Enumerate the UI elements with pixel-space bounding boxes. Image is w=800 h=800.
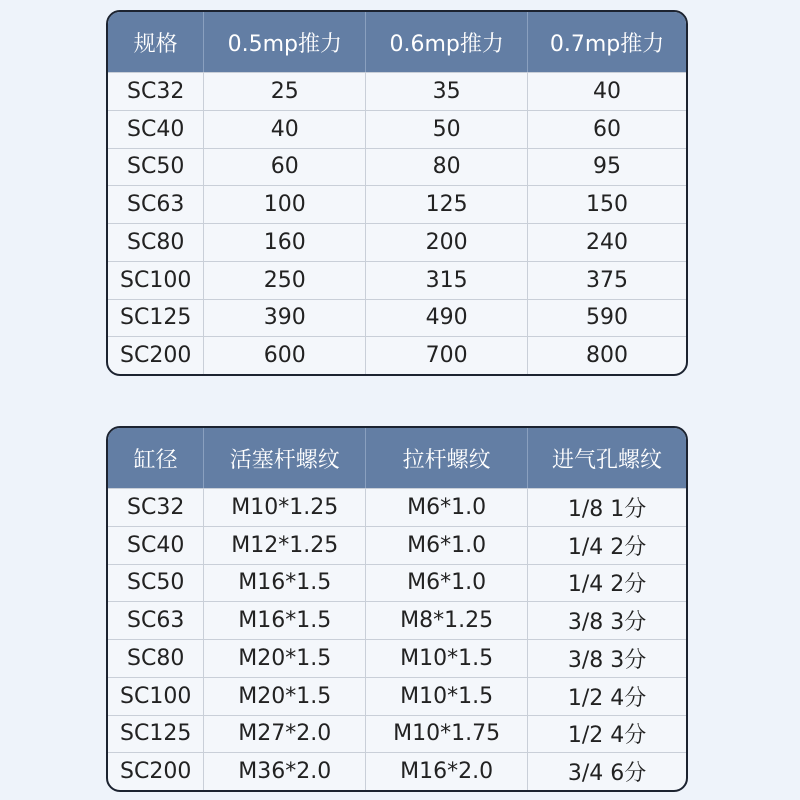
table-row — [108, 185, 686, 223]
table-cell: 1/2 4分 — [527, 678, 686, 715]
table-cell: M16*1.5 — [203, 602, 365, 639]
header-cell-thrust-0-5: 0.5mp推力 — [203, 12, 365, 72]
header-cell-bore: 缸径 — [133, 447, 178, 473]
table-row — [108, 110, 686, 148]
table-cell: SC32 — [127, 78, 185, 104]
table-cell: 1/4 2分 — [527, 565, 686, 602]
table-cell: SC40 — [127, 532, 185, 558]
table-cell: M10*1.75 — [365, 716, 527, 753]
table-cell: 50 — [365, 111, 527, 148]
table-cell: SC32 — [127, 494, 185, 520]
thrust-table — [106, 10, 688, 376]
table-row — [108, 488, 686, 526]
table-cell: 800 — [527, 337, 686, 374]
table-cell: SC50 — [127, 570, 185, 596]
table-cell: 100 — [203, 186, 365, 223]
table-cell: 1/4 2分 — [527, 527, 686, 564]
header-cell-inlet-port-thread: 进气孔螺纹 — [527, 428, 686, 488]
header-cell-thrust-0-7: 0.7mp推力 — [527, 12, 686, 72]
table-cell: SC50 — [127, 154, 185, 180]
table-cell: M10*1.25 — [203, 489, 365, 526]
table-row — [108, 299, 686, 337]
table-row — [108, 526, 686, 564]
table-cell: 375 — [527, 262, 686, 299]
thread-table-header — [108, 428, 686, 488]
table-cell: SC80 — [127, 645, 185, 671]
table-row — [108, 72, 686, 110]
table-cell: 1/8 1分 — [527, 489, 686, 526]
table-cell: M10*1.5 — [365, 640, 527, 677]
thread-table — [106, 426, 688, 792]
table-cell: SC200 — [120, 759, 192, 785]
table-cell: 125 — [365, 186, 527, 223]
table-row — [108, 715, 686, 753]
table-cell: 315 — [365, 262, 527, 299]
table-cell: 700 — [365, 337, 527, 374]
table-row — [108, 677, 686, 715]
table-cell: 600 — [203, 337, 365, 374]
table-cell: SC80 — [127, 229, 185, 255]
header-cell-tie-rod-thread: 拉杆螺纹 — [365, 428, 527, 488]
table-cell: 95 — [527, 149, 686, 186]
table-cell: 490 — [365, 300, 527, 337]
table-row — [108, 148, 686, 186]
table-row — [108, 752, 686, 790]
table-cell: M16*1.5 — [203, 565, 365, 602]
table-cell: M20*1.5 — [203, 640, 365, 677]
table-row — [108, 223, 686, 261]
table-row — [108, 639, 686, 677]
table-cell: 25 — [203, 73, 365, 110]
table-cell: 60 — [527, 111, 686, 148]
table-cell: M16*2.0 — [365, 753, 527, 790]
table-row — [108, 261, 686, 299]
table-row — [108, 336, 686, 374]
table-cell: SC100 — [120, 267, 192, 293]
table-cell: 40 — [203, 111, 365, 148]
table-cell: SC63 — [127, 608, 185, 634]
table-cell: SC200 — [120, 343, 192, 369]
table-cell: 1/2 4分 — [527, 716, 686, 753]
table-cell: M8*1.25 — [365, 602, 527, 639]
table-cell: M10*1.5 — [365, 678, 527, 715]
table-row — [108, 564, 686, 602]
table-cell: 40 — [527, 73, 686, 110]
table-cell: 250 — [203, 262, 365, 299]
table-cell: 240 — [527, 224, 686, 261]
header-cell-spec: 规格 — [133, 31, 178, 57]
table-cell: SC125 — [120, 305, 192, 331]
thrust-table-header — [108, 12, 686, 72]
table-cell: SC63 — [127, 192, 185, 218]
table-cell: M6*1.0 — [365, 489, 527, 526]
table-cell: M6*1.0 — [365, 565, 527, 602]
table-cell: SC40 — [127, 116, 185, 142]
header-cell-piston-rod-thread: 活塞杆螺纹 — [203, 428, 365, 488]
table-cell: M27*2.0 — [203, 716, 365, 753]
table-cell: M36*2.0 — [203, 753, 365, 790]
table-cell: 160 — [203, 224, 365, 261]
table-cell: SC100 — [120, 683, 192, 709]
table-cell: 150 — [527, 186, 686, 223]
table-cell: M6*1.0 — [365, 527, 527, 564]
table-cell: M20*1.5 — [203, 678, 365, 715]
table-cell: M12*1.25 — [203, 527, 365, 564]
table-cell: 3/4 6分 — [527, 753, 686, 790]
table-cell: 3/8 3分 — [527, 640, 686, 677]
table-cell: 200 — [365, 224, 527, 261]
table-cell: 35 — [365, 73, 527, 110]
table-cell: 390 — [203, 300, 365, 337]
table-cell: 80 — [365, 149, 527, 186]
table-cell: 60 — [203, 149, 365, 186]
header-cell-thrust-0-6: 0.6mp推力 — [365, 12, 527, 72]
table-cell: SC125 — [120, 721, 192, 747]
table-cell: 3/8 3分 — [527, 602, 686, 639]
table-row — [108, 601, 686, 639]
table-cell: 590 — [527, 300, 686, 337]
